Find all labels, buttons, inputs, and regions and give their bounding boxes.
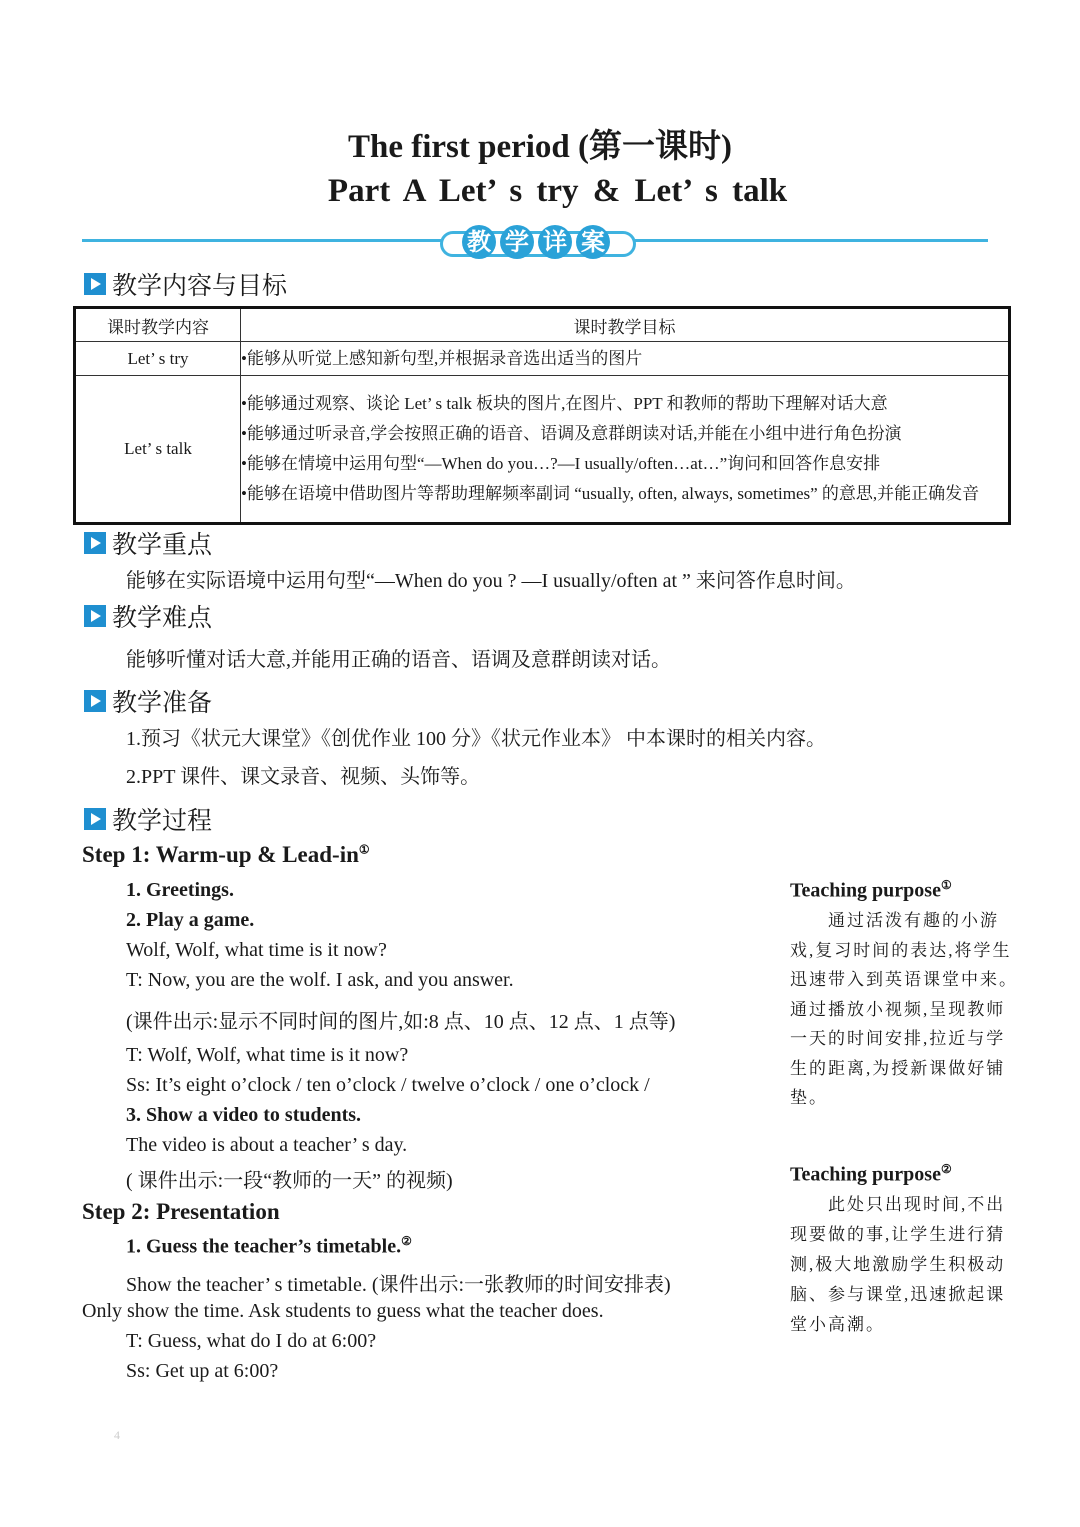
process-line: 1. Greetings. (126, 879, 234, 901)
teaching-purpose-1-text: 通过活泼有趣的小游戏,复习时间的表达,将学生迅速带入到英语课堂中来。通过播放小视频,呈现教师一天的时间安排,拉近与学生的距离,为授新课做好铺垫。 (790, 911, 1018, 1107)
teaching-purpose-2-title (790, 1162, 952, 1187)
section-heading-content-goals (84, 266, 287, 302)
table-cell-goal: •能够从听觉上感知新句型,并根据录音选出适当的图片 (241, 342, 1010, 376)
table-row (75, 376, 1010, 524)
key-points-text: 能够在实际语境中运用句型“—When do you ? —I usually/often at ” 来问答作息时间。 (126, 570, 856, 592)
process-line: (课件出示:显示不同时间的图片,如:8 点、10 点、12 点、1 点等) (126, 1011, 676, 1033)
step-title: Step 1: Warm-up & Lead-in (82, 842, 359, 867)
process-line (126, 1234, 412, 1259)
section-label: 教学准备 (112, 688, 213, 717)
process-line: ( 课件出示:一段“教师的一天” 的视频) (126, 1170, 453, 1192)
teaching-purpose-2-text: 此处只出现时间,不出现要做的事,让学生进行猜测,极大地激励学生积极动脑、参与课堂,迅速掀起课堂小高潮。 (790, 1195, 1006, 1334)
section-heading-difficulties (84, 598, 212, 634)
goal-item: •能够通过观察、谈论 Let’ s talk 板块的图片,在图片、PPT 和教师的帮助下理解对话大意 (241, 394, 888, 413)
table-cell-goals (241, 376, 1010, 524)
goal-item: •能够通过听录音,学会按照正确的语音、语调及意群朗读对话,并能在小组中进行角色扮演 (241, 424, 902, 443)
process-line: Only show the time. Ask students to guess what the teacher does. (82, 1300, 604, 1322)
process-line: Ss: It’s eight o’clock / ten o’clock / twelve o’clock / one o’clock / (126, 1074, 650, 1096)
process-line: The video is about a teacher’ s day. (126, 1134, 408, 1156)
process-line: T: Now, you are the wolf. I ask, and you answer. (126, 969, 514, 991)
process-line: 3. Show a video to students. (126, 1104, 362, 1126)
page-number: 4 (114, 1428, 120, 1442)
play-triangle-icon (84, 532, 106, 554)
section-heading-preparation (84, 683, 212, 719)
sidebar-title-text: Teaching purpose (790, 879, 941, 902)
objectives-table (73, 306, 1011, 525)
section-heading-key-points (84, 525, 212, 561)
section-label: 教学重点 (112, 530, 213, 559)
difficulties-text: 能够听懂对话大意,并能用正确的语音、语调及意群朗读对话。 (126, 649, 671, 671)
footnote-mark: ② (940, 1162, 952, 1176)
banner-char: 教 (462, 225, 496, 259)
process-line: Ss: Get up at 6:00? (126, 1360, 279, 1382)
process-line: Show the teacher’ s timetable. (课件出示:一张教师的时间安排表) (126, 1274, 671, 1296)
preparation-item: 2.PPT 课件、课文录音、视频、头饰等。 (126, 766, 481, 788)
footnote-mark: ② (401, 1234, 412, 1248)
process-line-text: 1. Guess the teacher’s timetable. (126, 1235, 402, 1258)
table-cell-content: Let’ s try (75, 342, 241, 376)
sidebar-title-text: Teaching purpose (790, 1163, 941, 1186)
process-line: 2. Play a game. (126, 909, 255, 931)
page-subtitle: Part A Let’ s try & Let’ s talk (327, 173, 788, 209)
table-row (75, 342, 1010, 376)
preparation-item: 1.预习《状元大课堂》《创优作业 100 分》《状元作业本》 中本课时的相关内容。 (126, 728, 826, 750)
play-triangle-icon (84, 605, 106, 627)
goal-item: •能够在语境中借助图片等帮助理解频率副词 “usually, often, always, sometimes” 的意思,并能正确发音 (241, 484, 980, 503)
play-triangle-icon (84, 273, 106, 295)
process-line: T: Wolf, Wolf, what time is it now? (126, 1044, 409, 1066)
table-header: 课时教学目标 (241, 308, 1010, 342)
section-heading-process (84, 801, 212, 837)
footnote-mark: ① (358, 842, 370, 857)
page-title: The first period (第一课时) (347, 129, 733, 165)
play-triangle-icon (84, 690, 106, 712)
banner-char: 学 (500, 225, 534, 259)
teaching-purpose-1-title (790, 878, 952, 903)
table-cell-content: Let’ s talk (75, 376, 241, 524)
footnote-mark: ① (940, 878, 952, 892)
banner-char: 详 (538, 225, 572, 259)
play-triangle-icon (84, 808, 106, 830)
step-2-heading: Step 2: Presentation (82, 1199, 280, 1224)
banner-char: 案 (576, 225, 610, 259)
section-label: 教学过程 (112, 806, 213, 835)
goal-item: •能够在情境中运用句型“—When do you…?—I usually/often…at…”询问和回答作息安排 (241, 454, 881, 473)
section-label: 教学内容与目标 (112, 271, 288, 300)
table-header: 课时教学内容 (75, 308, 241, 342)
lesson-plan-banner (440, 225, 630, 259)
process-line: Wolf, Wolf, what time is it now? (126, 939, 387, 961)
step-1-heading (82, 842, 370, 868)
section-label: 教学难点 (112, 603, 213, 632)
process-line: T: Guess, what do I do at 6:00? (126, 1330, 377, 1352)
